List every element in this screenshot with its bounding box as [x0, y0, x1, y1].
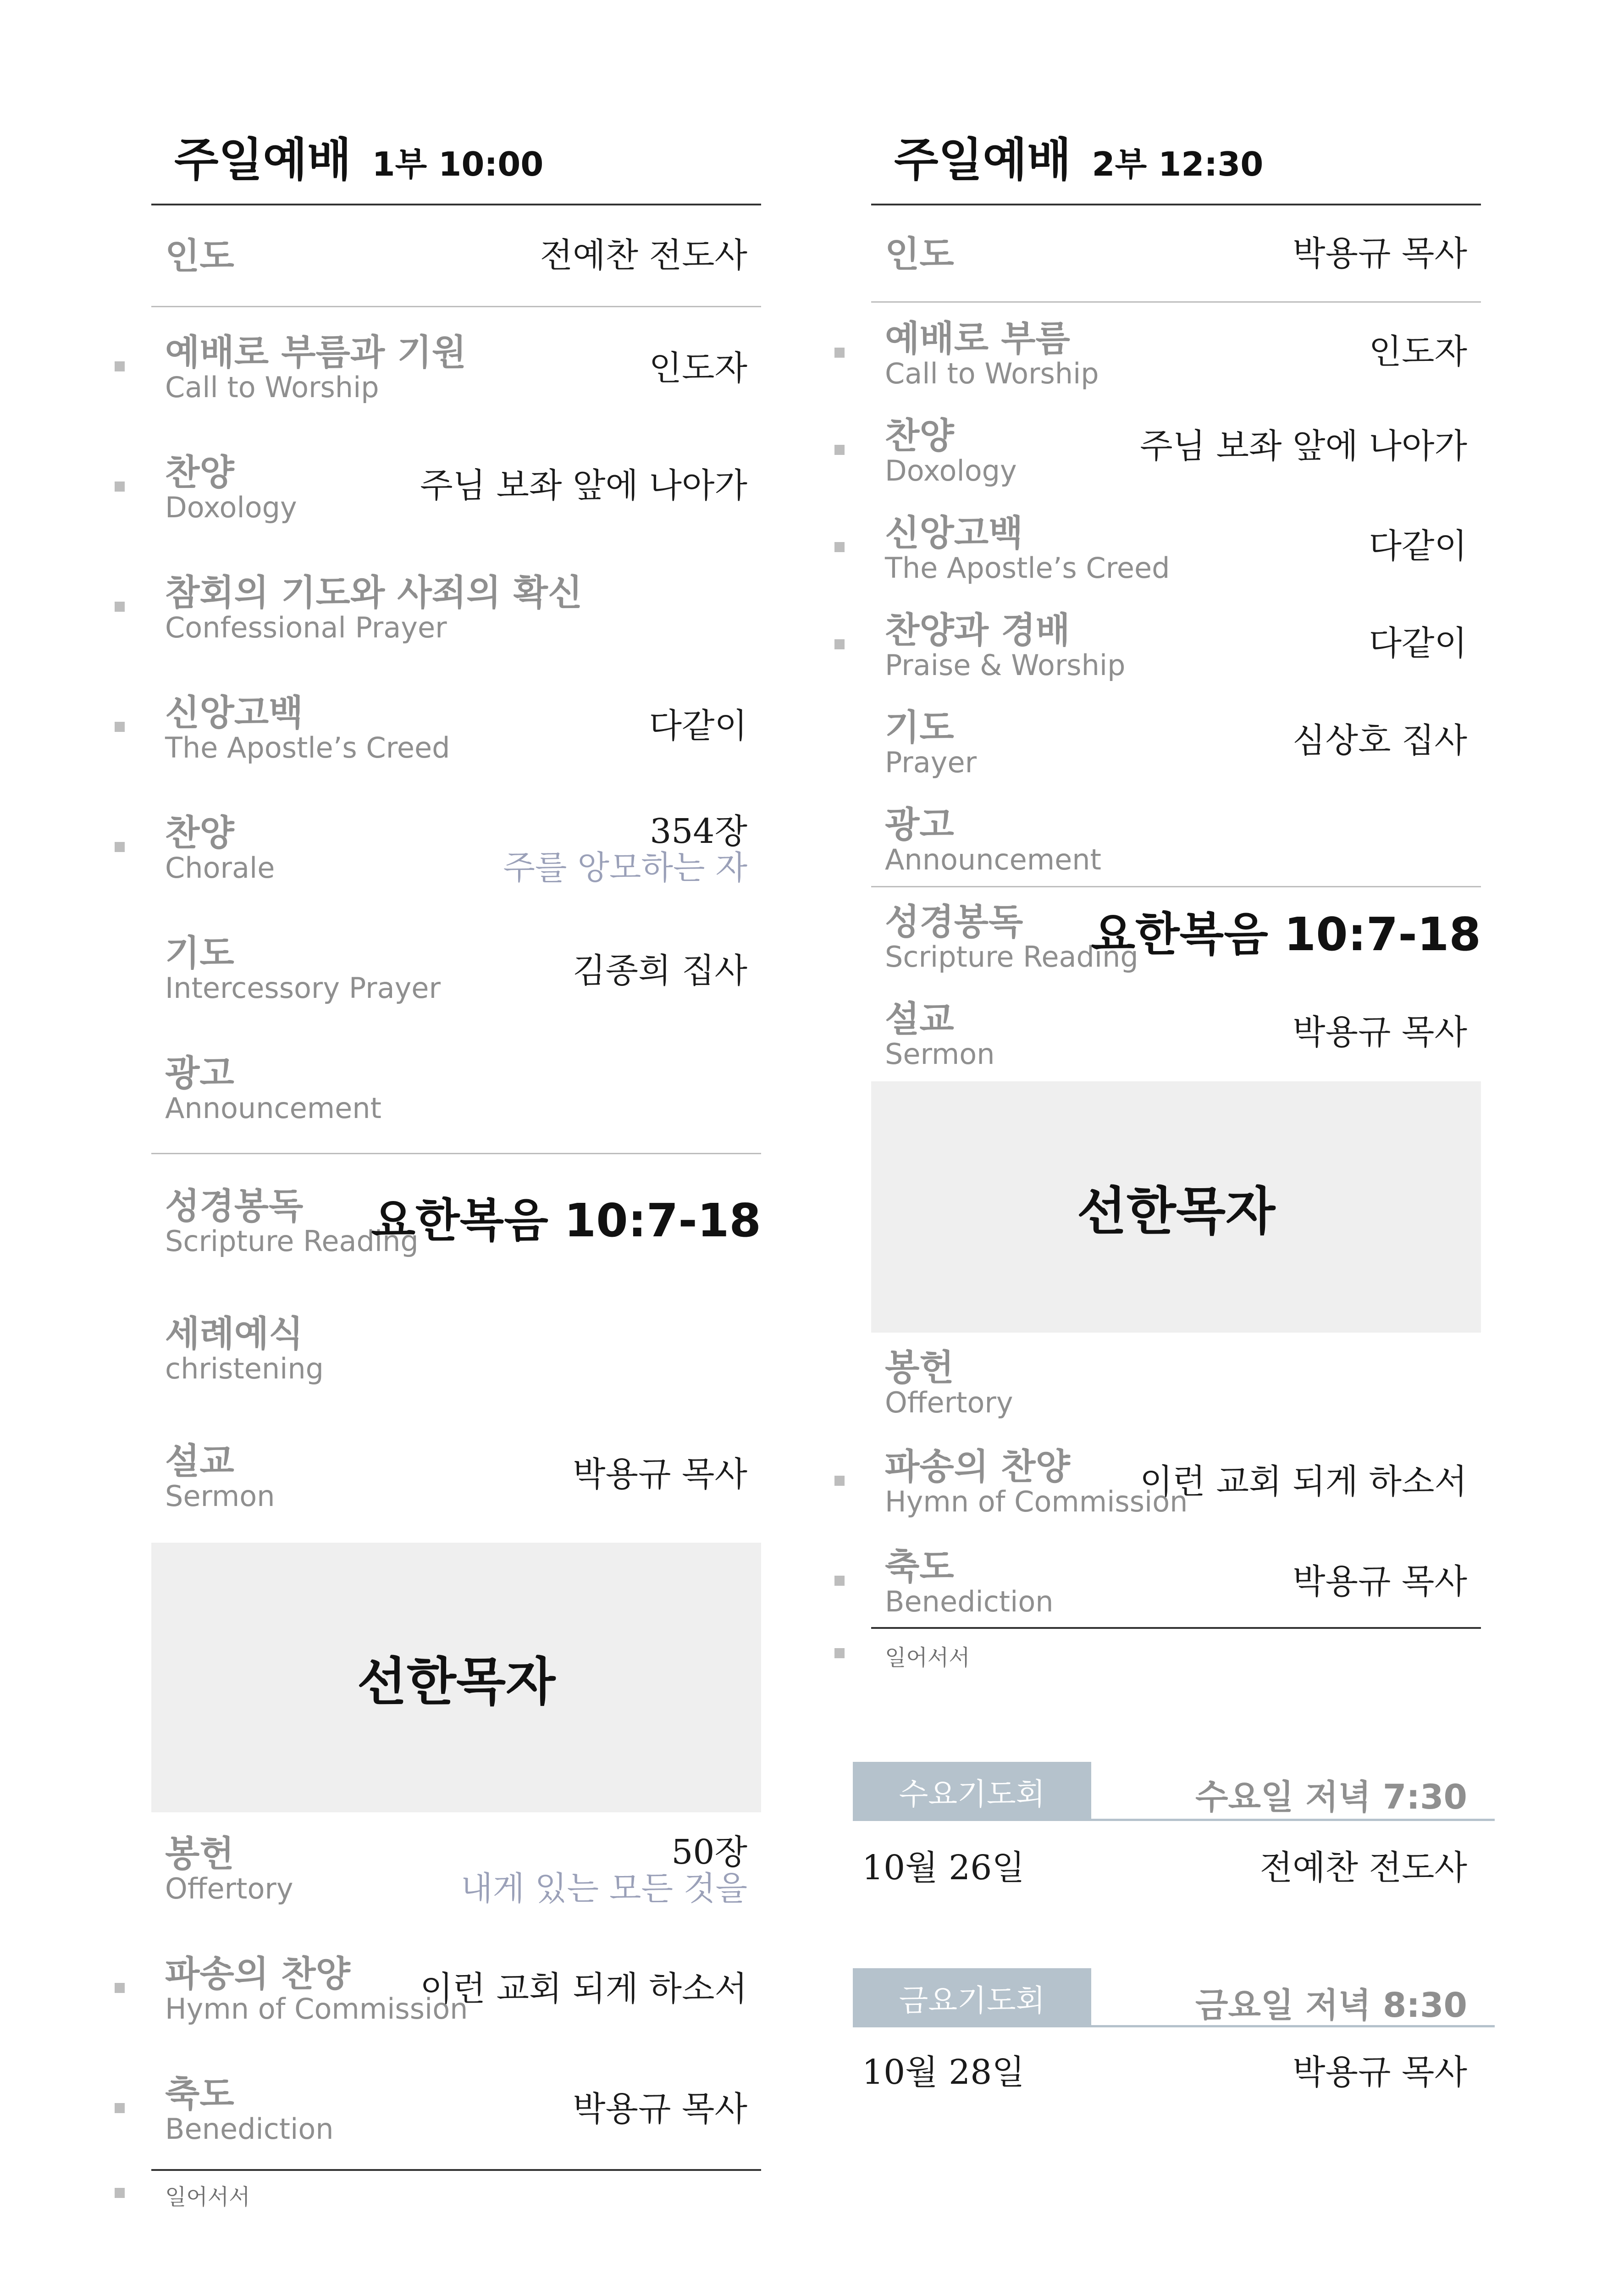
service1-confession-ko: 참회의 기도와 사죄의 확신 — [165, 572, 583, 614]
service2-hymn-ko: 파송의 찬양 — [885, 1446, 1070, 1488]
service2-leader-label: 인도 — [885, 234, 954, 275]
service2-announcement-ko: 광고 — [885, 804, 954, 846]
bullet-icon — [834, 639, 845, 649]
service2-hymn-val: 이런 교회 되게 하소서 — [1140, 1462, 1467, 1501]
service2-praise-val: 다같이 — [1369, 624, 1467, 663]
bullet-icon — [834, 1648, 845, 1658]
wednesday-badge: 수요기도회 — [853, 1762, 1091, 1821]
service2-creed-val: 다같이 — [1369, 526, 1467, 566]
service1-creed-row — [151, 691, 761, 782]
service2-call-en: Call to Worship — [885, 357, 1099, 390]
service2-call-row — [871, 316, 1481, 408]
service2-prayer-row — [871, 705, 1481, 797]
bullet-icon — [115, 1983, 125, 1993]
service1-chorale-row — [151, 811, 761, 902]
service1-divider-2 — [151, 1153, 761, 1154]
service2-prayer-val: 심상호 집사 — [1293, 721, 1467, 760]
service2-praise-row — [871, 608, 1481, 700]
service1-christening-ko: 세례예식 — [165, 1313, 304, 1355]
service1-creed-val: 다같이 — [649, 706, 747, 746]
service1-scripture-val: 요한복음 10:7-18 — [371, 1194, 761, 1247]
service1-doxology-val: 주님 보좌 앞에 나아가 — [420, 466, 747, 505]
service2-doxology-en: Doxology — [885, 454, 1017, 487]
bullet-icon — [115, 722, 125, 732]
service2-benediction-en: Benediction — [885, 1585, 1054, 1618]
service1-announcement-ko: 광고 — [165, 1053, 234, 1094]
service2-hymn-en: Hymn of Commission — [885, 1485, 1188, 1518]
service1-call-row — [151, 330, 761, 422]
service2-offertory-en: Offertory — [885, 1386, 1013, 1419]
service1-chorale-number: 354장 — [650, 812, 747, 851]
service1-sermon-title: 선한목자 — [357, 1652, 556, 1712]
wednesday-rule — [853, 1819, 1495, 1821]
service1-hymn-en: Hymn of Commission — [165, 1992, 468, 2026]
service1-call-en: Call to Worship — [165, 371, 379, 404]
service1-header — [174, 123, 543, 189]
bullet-icon — [115, 842, 125, 852]
wednesday-date: 10월 26일 — [862, 1848, 1025, 1888]
service1-sermon-row — [151, 1439, 761, 1531]
service1-doxology-en: Doxology — [165, 491, 297, 524]
service1-subtitle: 1부 10:00 — [372, 145, 544, 183]
service2-sermon-title: 선한목자 — [1077, 1181, 1276, 1241]
service1-header-rule — [151, 204, 761, 205]
service2-sermon-row — [871, 997, 1481, 1075]
service2-divider-2 — [871, 886, 1481, 887]
service1-leader-name: 전예찬 전도사 — [540, 236, 747, 275]
service2-sermon-en: Sermon — [885, 1037, 995, 1071]
service1-scripture-en: Scripture Reading — [165, 1224, 419, 1258]
bullet-icon — [834, 542, 845, 552]
service1-doxology-row — [151, 450, 761, 542]
friday-leader: 박용규 목사 — [1293, 2053, 1467, 2092]
service2-benediction-row — [871, 1544, 1481, 1636]
service2-doxology-val: 주님 보좌 앞에 나아가 — [1140, 426, 1467, 466]
service2-benediction-val: 박용규 목사 — [1293, 1562, 1467, 1601]
service1-announcement-row — [151, 1051, 761, 1143]
service1-chorale-ko: 찬양 — [165, 813, 234, 854]
service2-benediction-ko: 축도 — [885, 1546, 954, 1588]
service2-call-ko: 예배로 부름 — [885, 318, 1070, 360]
service2-footer-rule — [871, 1627, 1481, 1629]
service1-scripture-ko: 성경봉독 — [165, 1186, 304, 1227]
service1-footer-rule — [151, 2169, 761, 2171]
service1-sermon-val: 박용규 목사 — [573, 1455, 747, 1494]
bullet-icon — [115, 2188, 125, 2198]
service1-hymn-row — [151, 1952, 761, 2043]
service1-call-val: 인도자 — [649, 349, 747, 388]
service2-scripture-ko: 성경봉독 — [885, 902, 1023, 943]
wednesday-prayer-block — [853, 1762, 1495, 1899]
wednesday-time: 수요일 저녁 7:30 — [1195, 1777, 1467, 1817]
service2-scripture-row — [871, 900, 1481, 991]
service2-header — [894, 123, 1263, 189]
service2-creed-en: The Apostle’s Creed — [885, 551, 1170, 585]
service2-creed-ko: 신앙고백 — [885, 513, 1023, 554]
service2-praise-en: Praise & Worship — [885, 648, 1126, 682]
service1-confession-row — [151, 570, 761, 662]
service1-offertory-title: 내게 있는 모든 것을 — [460, 1869, 747, 1908]
service2-sermon-ko: 설교 — [885, 999, 954, 1040]
service1-sermon-ko: 설교 — [165, 1441, 234, 1482]
service1-leader-label: 인도 — [165, 236, 234, 277]
bullet-icon — [834, 1476, 845, 1486]
service1-benediction-en: Benediction — [165, 2112, 334, 2146]
service2-doxology-ko: 찬양 — [885, 415, 954, 457]
bullet-icon — [115, 2103, 125, 2113]
service1-standup-note: 일어서서 — [165, 2184, 250, 2210]
service2-header-rule — [871, 204, 1481, 205]
friday-time: 금요일 저녁 8:30 — [1195, 1986, 1467, 2025]
service1-creed-ko: 신앙고백 — [165, 692, 304, 734]
service1-leader-row — [151, 229, 761, 303]
service2-call-val: 인도자 — [1369, 332, 1467, 371]
service1-hymn-ko: 파송의 찬양 — [165, 1954, 350, 1995]
service2-leader-name: 박용규 목사 — [1293, 234, 1467, 273]
service1-divider-1 — [151, 306, 761, 307]
service1-scripture-row — [151, 1184, 761, 1276]
service1-prayer-val: 김종희 집사 — [573, 951, 747, 991]
service1-sermon-title-box — [151, 1543, 761, 1812]
bullet-icon — [834, 1576, 845, 1586]
service2-prayer-en: Prayer — [885, 746, 977, 779]
service1-offertory-row — [151, 1832, 761, 1923]
service2-divider-1 — [871, 301, 1481, 303]
service2-standup-note: 일어서서 — [885, 1645, 970, 1671]
service1-call-ko: 예배로 부름과 기원 — [165, 332, 467, 373]
service2-sermon-title-box — [871, 1081, 1481, 1333]
service1-creed-en: The Apostle’s Creed — [165, 731, 450, 764]
service2-creed-row — [871, 511, 1481, 603]
service2-offertory-row — [871, 1345, 1481, 1428]
service2-scripture-val: 요한복음 10:7-18 — [1091, 908, 1481, 961]
friday-rule — [853, 2025, 1495, 2027]
service1-christening-row — [151, 1312, 761, 1403]
bullet-icon — [115, 482, 125, 492]
service1-chorale-en: Chorale — [165, 851, 275, 885]
service1-sermon-en: Sermon — [165, 1479, 275, 1513]
service2-sermon-val: 박용규 목사 — [1293, 1013, 1467, 1052]
service2-praise-ko: 찬양과 경배 — [885, 610, 1070, 651]
service2-doxology-row — [871, 414, 1481, 505]
service1-title: 주일예배 — [174, 133, 352, 187]
bullet-icon — [834, 445, 845, 455]
bullet-icon — [115, 602, 125, 612]
service1-offertory-number: 50장 — [671, 1832, 747, 1872]
service2-offertory-ko: 봉헌 — [885, 1347, 954, 1389]
service1-announcement-en: Announcement — [165, 1091, 381, 1125]
service1-benediction-ko: 축도 — [165, 2074, 234, 2115]
service1-prayer-en: Intercessory Prayer — [165, 971, 441, 1005]
bullet-icon — [115, 361, 125, 371]
service1-doxology-ko: 찬양 — [165, 452, 234, 493]
bullet-icon — [834, 348, 845, 358]
service2-scripture-en: Scripture Reading — [885, 940, 1138, 974]
friday-date: 10월 28일 — [862, 2053, 1025, 2092]
service1-offertory-en: Offertory — [165, 1872, 293, 1905]
service2-announcement-row — [871, 803, 1481, 890]
service1-offertory-ko: 봉헌 — [165, 1833, 234, 1875]
service1-benediction-row — [151, 2072, 761, 2164]
service1-christening-en: christening — [165, 1352, 324, 1385]
wednesday-leader: 전예찬 전도사 — [1259, 1848, 1467, 1888]
service2-leader-row — [871, 229, 1481, 298]
service1-hymn-val: 이런 교회 되게 하소서 — [420, 1969, 747, 2009]
service1-prayer-ko: 기도 — [165, 933, 234, 974]
service2-prayer-ko: 기도 — [885, 707, 954, 748]
service1-benediction-val: 박용규 목사 — [573, 2089, 747, 2129]
service1-confession-en: Confessional Prayer — [165, 611, 447, 644]
service1-chorale-title: 주를 앙모하는 자 — [503, 848, 747, 887]
service2-subtitle: 2부 12:30 — [1092, 145, 1264, 183]
service1-prayer-row — [151, 931, 761, 1023]
service2-hymn-row — [871, 1445, 1481, 1536]
friday-badge: 금요기도회 — [853, 1968, 1091, 2027]
service2-title: 주일예배 — [894, 133, 1072, 187]
service2-announcement-en: Announcement — [885, 843, 1101, 876]
friday-prayer-block — [853, 1968, 1495, 2106]
